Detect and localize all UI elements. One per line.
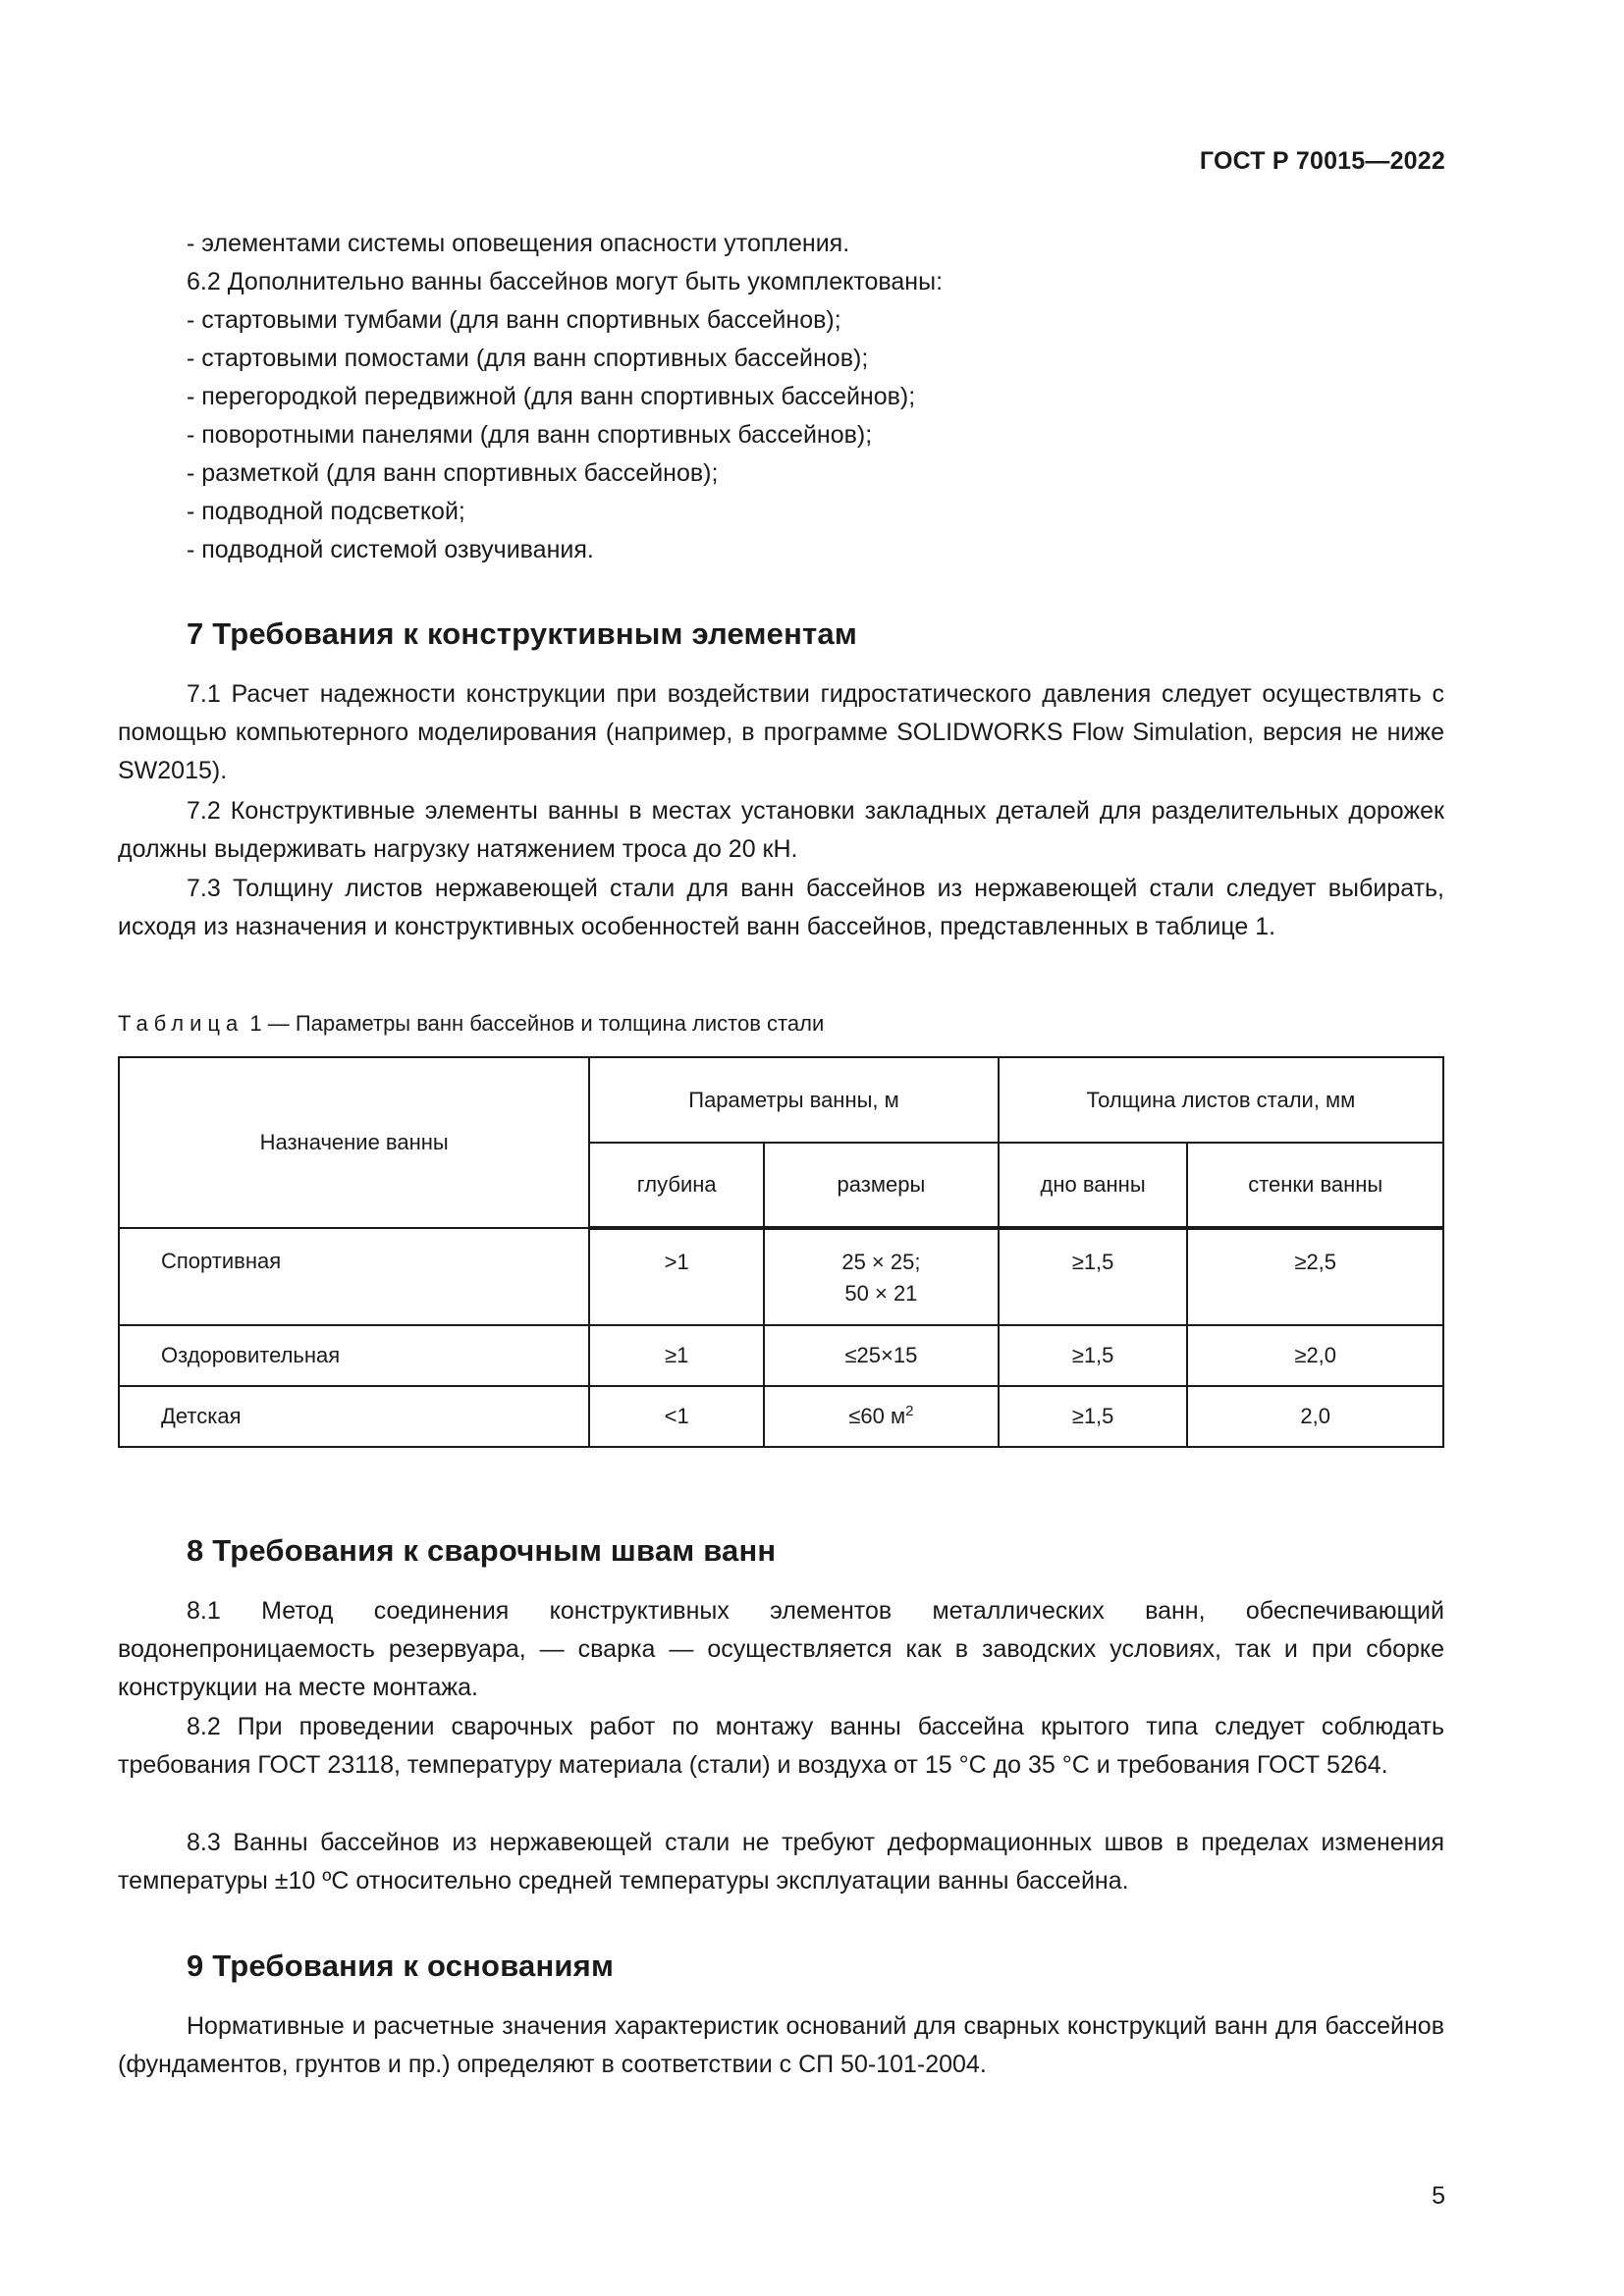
document-code: ГОСТ Р 70015—2022 bbox=[1199, 147, 1445, 175]
cell-bottom: ≥1,5 bbox=[999, 1228, 1188, 1325]
header-purpose: Назначение ванны bbox=[119, 1057, 589, 1228]
cell-walls: ≥2,5 bbox=[1187, 1228, 1443, 1325]
cell-size bbox=[764, 1228, 999, 1325]
section-8-paragraph-3: 8.3 Ванны бассейнов из нержавеющей стали не требуют деформационных швов в пределах изменения температуры ±10 ºС относительно средней температуры эксплуатации ванны бассейна. bbox=[118, 1829, 1444, 1895]
section-7-title: 7 Требования к конструктивным элементам bbox=[187, 616, 857, 651]
list-item: - стартовыми помостами (для ванн спортивных бассейнов); bbox=[187, 345, 869, 372]
cell-bottom: ≥1,5 bbox=[999, 1325, 1188, 1386]
cell-size-superscript: 2 bbox=[905, 1403, 914, 1419]
list-item: - поворотными панелями (для ванн спортивных бассейнов); bbox=[187, 421, 873, 449]
table-caption-text: 1 — Параметры ванн бассейнов и толщина листов стали bbox=[244, 1011, 825, 1036]
cell-purpose: Спортивная bbox=[119, 1228, 589, 1325]
table-caption-word: Таблица bbox=[118, 1011, 244, 1036]
header-walls: стенки ванны bbox=[1187, 1143, 1443, 1228]
cell-purpose: Детская bbox=[119, 1386, 589, 1447]
table-row bbox=[119, 1325, 1443, 1386]
intro-list bbox=[187, 225, 1443, 569]
list-item: - разметкой (для ванн спортивных бассейнов); bbox=[187, 459, 719, 487]
section-8-paragraph-1: 8.1 Метод соединения конструктивных элементов металлических ванн, обеспечивающий водонепроницаемость резервуара, — сварка — осуществляется как в заводских условиях, так и при сборке конструкции на месте монтажа. bbox=[118, 1597, 1444, 1701]
list-item: - стартовыми тумбами (для ванн спортивных бассейнов); bbox=[187, 306, 841, 334]
section-7-paragraph-2: 7.2 Конструктивные элементы ванны в местах установки закладных деталей для разделительных дорожек должны выдерживать нагрузку натяжением троса до 20 кН. bbox=[118, 797, 1444, 863]
header-thickness: Толщина листов стали, мм bbox=[999, 1057, 1443, 1143]
header-bottom: дно ванны bbox=[999, 1143, 1188, 1228]
cell-depth: ≥1 bbox=[589, 1325, 764, 1386]
header-depth: глубина bbox=[589, 1143, 764, 1228]
cell-size-value: ≤60 м bbox=[848, 1404, 906, 1428]
list-item: - подводной системой озвучивания. bbox=[187, 536, 594, 563]
cell-size-line-1: 25 × 25; bbox=[841, 1250, 921, 1274]
cell-walls: ≥2,0 bbox=[1187, 1325, 1443, 1386]
list-item: - элементами системы оповещения опасности утопления. bbox=[187, 230, 850, 257]
table-row bbox=[119, 1386, 1443, 1447]
section-8-title: 8 Требования к сварочным швам ванн bbox=[187, 1533, 777, 1568]
section-9-title: 9 Требования к основаниям bbox=[187, 1949, 615, 1983]
table-caption bbox=[118, 1011, 824, 1037]
cell-size-line-2: 50 × 21 bbox=[844, 1281, 918, 1306]
cell-size: ≤25×15 bbox=[764, 1325, 999, 1386]
list-item: 6.2 Дополнительно ванны бассейнов могут быть укомплектованы: bbox=[187, 268, 944, 295]
section-9-paragraph-1: Нормативные и расчетные значения характеристик оснований для сварных конструкций ванн для бассейнов (фундаментов, грунтов и пр.) определяют в соответствии с СП 50-101-2004. bbox=[118, 2012, 1444, 2078]
list-item: - перегородкой передвижной (для ванн спортивных бассейнов); bbox=[187, 383, 916, 410]
cell-depth: <1 bbox=[589, 1386, 764, 1447]
cell-size bbox=[764, 1386, 999, 1447]
table-1 bbox=[118, 1056, 1444, 1448]
header-size: размеры bbox=[764, 1143, 999, 1228]
cell-bottom: ≥1,5 bbox=[999, 1386, 1188, 1447]
cell-walls: 2,0 bbox=[1187, 1386, 1443, 1447]
cell-purpose: Оздоровительная bbox=[119, 1325, 589, 1386]
page-number: 5 bbox=[1432, 2182, 1445, 2210]
section-8-paragraph-2: 8.2 При проведении сварочных работ по монтажу ванны бассейна крытого типа следует соблюдать требования ГОСТ 23118, температуру материала (стали) и воздуха от 15 °С до 35 °С и требования ГОСТ 5264. bbox=[118, 1713, 1444, 1779]
table-row bbox=[119, 1228, 1443, 1325]
cell-depth: >1 bbox=[589, 1228, 764, 1325]
section-7-paragraph-3: 7.3 Толщину листов нержавеющей стали для ванн бассейнов из нержавеющей стали следует выбирать, исходя из назначения и конструктивных особенностей ванн бассейнов, представленных в таблице 1. bbox=[118, 875, 1444, 940]
list-item: - подводной подсветкой; bbox=[187, 498, 465, 525]
section-7-paragraph-1: 7.1 Расчет надежности конструкции при воздействии гидростатического давления следует осуществлять с помощью компьютерного моделирования (например, в программе SOLIDWORKS Flow Simulation, версия не ниже SW2015). bbox=[118, 680, 1444, 784]
header-params: Параметры ванны, м bbox=[589, 1057, 998, 1143]
